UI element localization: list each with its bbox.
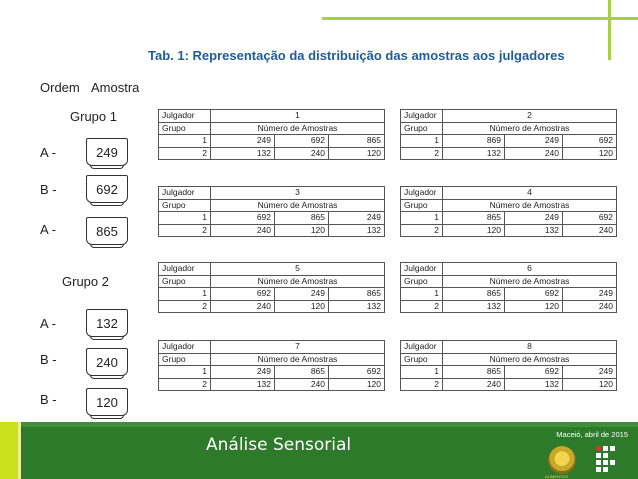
sample-cup	[86, 138, 128, 166]
order-label: A -	[40, 222, 56, 237]
grupo-cell: 1	[159, 288, 211, 301]
sample-cup	[86, 309, 128, 337]
grupo-label: Grupo	[159, 275, 211, 288]
sample-cell: 120	[275, 224, 329, 237]
sample-cell: 249	[563, 288, 617, 301]
judge-table	[400, 109, 617, 160]
sample-cell: 249	[563, 366, 617, 379]
grupo-cell: 2	[401, 378, 443, 391]
sample-cell: 692	[329, 366, 385, 379]
julgador-number: 5	[211, 263, 385, 276]
table-row	[401, 378, 617, 391]
grupo-label: Grupo	[401, 353, 443, 366]
grupo-label: Grupo	[159, 199, 211, 212]
sample-cell: 120	[505, 300, 563, 313]
sample-cell: 692	[505, 288, 563, 301]
footer-accent-line	[18, 422, 21, 479]
sample-code: 120	[96, 394, 118, 410]
table-row	[159, 147, 385, 160]
grupo-label: Grupo	[159, 353, 211, 366]
footer-band	[21, 422, 638, 427]
sample-cell: 132	[505, 224, 563, 237]
sample-code: 865	[96, 223, 118, 239]
sample-cell: 692	[505, 366, 563, 379]
food-course-logo-icon	[548, 446, 576, 474]
sample-cell: 120	[329, 147, 385, 160]
table-row	[159, 224, 385, 237]
judge-table	[400, 262, 617, 313]
grupo-cell: 1	[159, 135, 211, 148]
sample-cell: 240	[563, 300, 617, 313]
sample-cell: 869	[443, 135, 505, 148]
table-row	[401, 366, 617, 379]
grupo-cell: 2	[401, 224, 443, 237]
sample-cell: 240	[211, 224, 275, 237]
sample-cup	[86, 348, 128, 376]
grupo-cell: 1	[159, 212, 211, 225]
table-row	[159, 300, 385, 313]
judge-table	[400, 186, 617, 237]
julgador-label: Julgador	[159, 341, 211, 354]
grupo-cell: 2	[159, 224, 211, 237]
sample-cell: 249	[211, 135, 275, 148]
sample-cell: 692	[563, 135, 617, 148]
food-course-logo-text: ALIMENTOS	[545, 474, 569, 479]
sample-cell: 249	[329, 212, 385, 225]
grupo-cell: 1	[401, 212, 443, 225]
order-label: B -	[40, 182, 57, 197]
sample-cell: 240	[443, 378, 505, 391]
table-row	[159, 378, 385, 391]
grupo-label: Grupo	[159, 122, 211, 135]
sample-cell: 240	[275, 147, 329, 160]
sample-cell: 249	[505, 212, 563, 225]
table-row	[401, 224, 617, 237]
judge-table	[158, 109, 385, 160]
footer-bar	[0, 422, 638, 479]
institute-logo-icon	[596, 446, 626, 472]
sample-cell: 240	[505, 147, 563, 160]
numero-amostras-label: Número de Amostras	[211, 353, 385, 366]
judge-table	[158, 340, 385, 391]
ordem-header: Ordem	[40, 80, 80, 95]
group-label: Grupo 1	[70, 109, 117, 124]
sample-cell: 865	[443, 212, 505, 225]
table-row	[401, 135, 617, 148]
table-row	[401, 212, 617, 225]
judge-table	[158, 262, 385, 313]
sample-cell: 132	[443, 300, 505, 313]
sample-cell: 120	[563, 147, 617, 160]
order-label: B -	[40, 352, 57, 367]
sample-cell: 865	[443, 366, 505, 379]
sample-cell: 120	[275, 300, 329, 313]
julgador-number: 8	[443, 341, 617, 354]
sample-code: 132	[96, 315, 118, 331]
numero-amostras-label: Número de Amostras	[443, 353, 617, 366]
julgador-number: 3	[211, 187, 385, 200]
sample-cell: 132	[329, 300, 385, 313]
sample-cell: 865	[329, 135, 385, 148]
grupo-cell: 2	[159, 378, 211, 391]
amostra-header: Amostra	[91, 80, 140, 95]
sample-cup	[86, 217, 128, 245]
table-row	[401, 147, 617, 160]
date-label: Maceió, abril de 2015	[556, 430, 628, 439]
julgador-number: 6	[443, 263, 617, 276]
grupo-cell: 1	[401, 135, 443, 148]
julgador-number: 7	[211, 341, 385, 354]
sample-cell: 120	[443, 224, 505, 237]
grupo-cell: 1	[159, 366, 211, 379]
grupo-label: Grupo	[401, 199, 443, 212]
grupo-cell: 1	[401, 288, 443, 301]
sample-cell: 120	[329, 378, 385, 391]
sample-cell: 865	[275, 212, 329, 225]
numero-amostras-label: Número de Amostras	[211, 122, 385, 135]
numero-amostras-label: Número de Amostras	[211, 199, 385, 212]
sample-cell: 692	[211, 212, 275, 225]
sample-cell: 132	[211, 378, 275, 391]
table-row	[159, 366, 385, 379]
order-label: A -	[40, 145, 56, 160]
sample-cell: 132	[505, 378, 563, 391]
order-label: A -	[40, 316, 56, 331]
footer-accent	[0, 422, 18, 479]
numero-amostras-label: Número de Amostras	[443, 122, 617, 135]
sample-code: 240	[96, 354, 118, 370]
grupo-label: Grupo	[401, 275, 443, 288]
sample-cell: 692	[211, 288, 275, 301]
sample-cell: 865	[329, 288, 385, 301]
sample-cell: 249	[211, 366, 275, 379]
judge-table	[400, 340, 617, 391]
sample-cell: 865	[275, 366, 329, 379]
table-title: Tab. 1: Representação da distribuição das amostras aos julgadores	[148, 48, 565, 63]
sample-cell: 249	[505, 135, 563, 148]
table-row	[159, 135, 385, 148]
grupo-cell: 2	[401, 147, 443, 160]
julgador-number: 2	[443, 110, 617, 123]
sample-code: 249	[96, 144, 118, 160]
julgador-number: 4	[443, 187, 617, 200]
numero-amostras-label: Número de Amostras	[443, 275, 617, 288]
numero-amostras-label: Número de Amostras	[211, 275, 385, 288]
group-label: Grupo 2	[62, 274, 109, 289]
table-row	[401, 300, 617, 313]
sample-code: 692	[96, 181, 118, 197]
sample-cup	[86, 175, 128, 203]
judge-table	[158, 186, 385, 237]
sample-cell: 240	[275, 378, 329, 391]
decorative-line-vertical	[608, 0, 611, 60]
julgador-label: Julgador	[401, 341, 443, 354]
julgador-label: Julgador	[401, 110, 443, 123]
julgador-label: Julgador	[401, 263, 443, 276]
decorative-line-horizontal	[322, 17, 638, 20]
sample-cup	[86, 388, 128, 416]
julgador-number: 1	[211, 110, 385, 123]
numero-amostras-label: Número de Amostras	[443, 199, 617, 212]
sample-cell: 692	[275, 135, 329, 148]
sample-cell: 132	[211, 147, 275, 160]
table-row	[401, 288, 617, 301]
julgador-label: Julgador	[159, 187, 211, 200]
sample-cell: 249	[275, 288, 329, 301]
julgador-label: Julgador	[159, 110, 211, 123]
order-label: B -	[40, 392, 57, 407]
grupo-cell: 2	[159, 147, 211, 160]
grupo-label: Grupo	[401, 122, 443, 135]
table-row	[159, 212, 385, 225]
sample-cell: 132	[443, 147, 505, 160]
sample-cell: 692	[563, 212, 617, 225]
grupo-cell: 2	[159, 300, 211, 313]
julgador-label: Julgador	[401, 187, 443, 200]
julgador-label: Julgador	[159, 263, 211, 276]
grupo-cell: 2	[401, 300, 443, 313]
grupo-cell: 1	[401, 366, 443, 379]
sample-cell: 240	[211, 300, 275, 313]
sample-cell: 865	[443, 288, 505, 301]
table-row	[159, 288, 385, 301]
sample-cell: 132	[329, 224, 385, 237]
sample-cell: 120	[563, 378, 617, 391]
sample-cell: 240	[563, 224, 617, 237]
course-title: Análise Sensorial	[206, 435, 352, 455]
